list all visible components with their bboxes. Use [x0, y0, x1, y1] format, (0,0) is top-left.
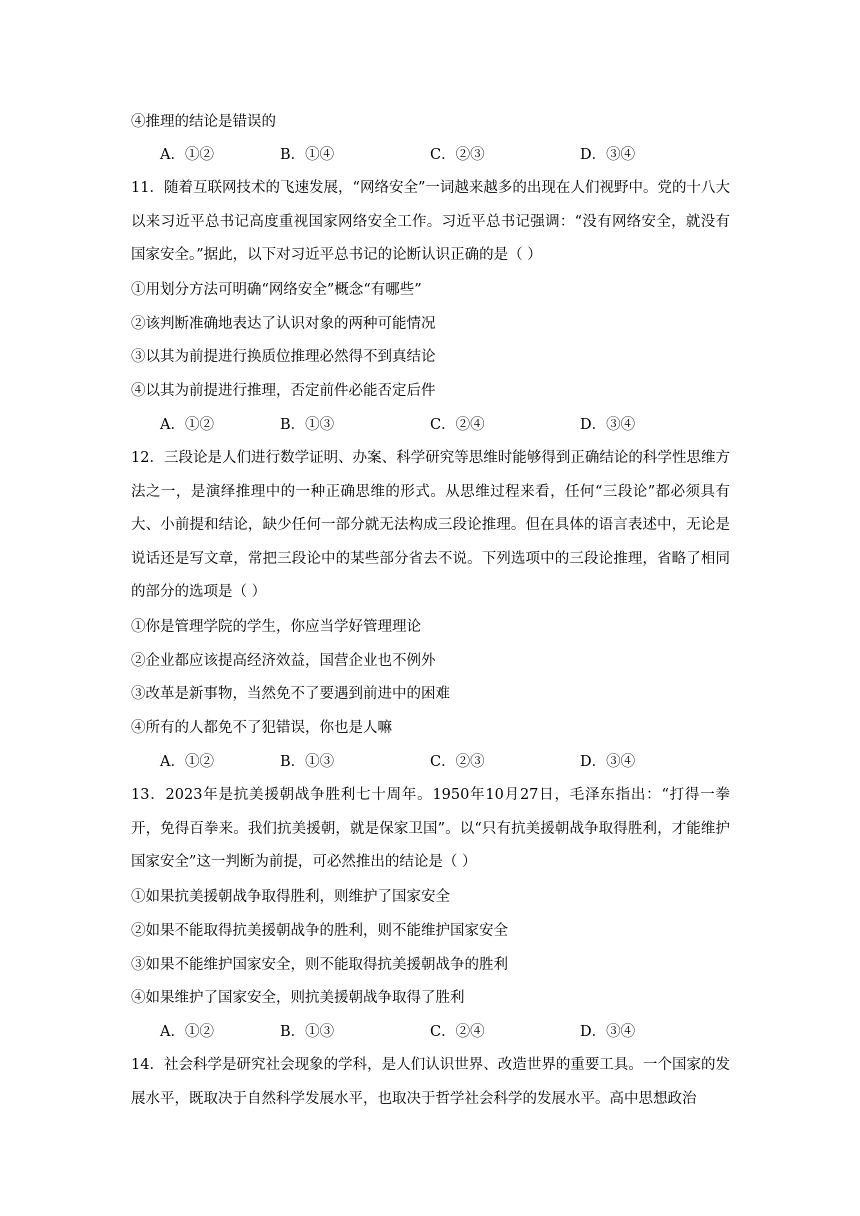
q13-option-c: C．②④: [430, 1024, 485, 1040]
q12-statement-3: ③改革是新事物，当然免不了要遇到前进中的困难: [131, 686, 450, 702]
q13-statement-1: ①如果抗美援朝战争取得胜利，则维护了国家安全: [131, 889, 450, 905]
q13-statement-3: ③如果不能维护国家安全，则不能取得抗美援朝战争的胜利: [131, 957, 508, 973]
q10-options: [160, 145, 720, 165]
q12-option-c: C．②③: [430, 754, 485, 770]
q10-option-a: A．①②: [160, 147, 214, 163]
q11-statement-2: ②该判断准确地表达了认识对象的两种可能情况: [131, 316, 436, 332]
q13-option-a: A．①②: [160, 1024, 214, 1040]
q11-statement-1: ①用划分方法可明确“网络安全”概念“有哪些”: [131, 282, 422, 298]
q13-statement-2: ②如果不能取得抗美援朝战争的胜利，则不能维护国家安全: [131, 923, 508, 939]
q14-stem: 14．社会科学是研究社会现象的学科，是人们认识世界、改造世界的重要工具。一个国家的发展水平，既取决于自然科学发展水平，也取决于哲学社会科学的发展水平。高中思想政治: [131, 1057, 730, 1107]
q12-statement-1: ①你是管理学院的学生，你应当学好管理理论: [131, 619, 421, 635]
q11-stem: 11．随着互联网技术的飞速发展，“网络安全”一词越来越多的出现在人们视野中。党的十八大以来习近平总书记高度重视国家网络安全工作。习近平总书记强调：“没有网络安全，就没有国家安全。”据此，以下对习近平总书记的论断认识正确的是（ ）: [131, 180, 730, 264]
q12-option-a: A．①②: [160, 754, 214, 770]
q13-stem: 13．2023年是抗美援朝战争胜利七十周年。1950年10月27日，毛泽东指出：“打得一拳开，免得百拳来。我们抗美援朝，就是保家卫国”。以“只有抗美援朝战争取得胜利，才能维护国家安全”这一判断为前提，可必然推出的结论是（ ）: [131, 787, 730, 871]
q11-option-b: B．①③: [280, 417, 335, 433]
q13-option-b: B．①③: [280, 1024, 335, 1040]
q12-option-b: B．①③: [280, 754, 335, 770]
q10-option-d: D．③④: [580, 147, 636, 163]
q10-option-c: C．②③: [430, 147, 485, 163]
q11-option-c: C．②④: [430, 417, 485, 433]
q12-options: [160, 752, 720, 772]
q11-statement-3: ③以其为前提进行换质位推理必然得不到真结论: [131, 349, 436, 365]
q12-stem: 12．三段论是人们进行数学证明、办案、科学研究等思维时能够得到正确结论的科学性思维方法之一，是演绎推理中的一种正确思维的形式。从思维过程来看，任何“三段论”都必须具有大、小前提和结论，缺少任何一部分就无法构成三段论推理。但在具体的语言表述中，无论是说话还是写文章，常把三段论中的某些部分省去不说。下列选项中的三段论推理，省略了相同的部分的选项是（ ）: [131, 450, 730, 601]
q12-statement-2: ②企业都应该提高经济效益，国营企业也不例外: [131, 653, 436, 669]
q13-options: [160, 1022, 720, 1042]
q10-option-b: B．①④: [280, 147, 335, 163]
q11-statement-4: ④以其为前提进行推理，否定前件必能否定后件: [131, 383, 436, 399]
q11-option-a: A．①②: [160, 417, 214, 433]
q11-option-d: D．③④: [580, 417, 636, 433]
q13-statement-4: ④如果维护了国家安全，则抗美援朝战争取得了胜利: [131, 990, 465, 1006]
q12-option-d: D．③④: [580, 754, 636, 770]
q11-options: [160, 415, 720, 435]
q12-statement-4: ④所有的人都免不了犯错误，你也是人嘛: [131, 720, 392, 736]
q10-statement-4: ④推理的结论是错误的: [131, 114, 276, 130]
q13-option-d: D．③④: [580, 1024, 636, 1040]
